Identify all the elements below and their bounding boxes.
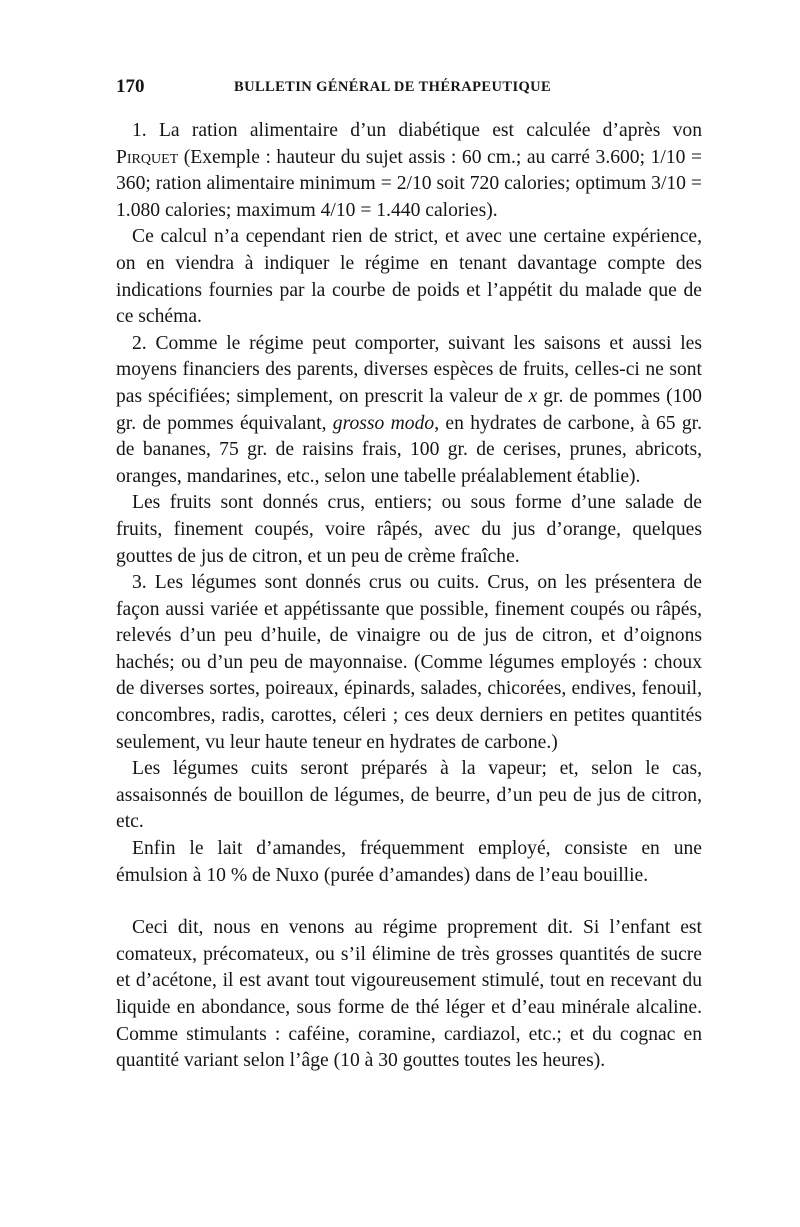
body-text (116, 118, 702, 1075)
author-name: Pirquet (116, 146, 179, 168)
paragraph-vegetables: 3. Les légumes sont donnés crus ou cuits. Crus, on les présentera de façon aussi variée et appétissante que possible, finement coupés ou râpés, relevés d’un peu d’huile, de vinaigre ou de jus de citron, et d’oignons hachés; ou d’un peu de mayonnaise. (Comme légumes employés : choux de diverses sortes, poireaux, épinards, salades, chicorées, endives, fenouil, concombres, radis, carottes, céleri ; ces deux derniers en petites quantités seulement, vu leur haute teneur en hydrates de carbone.) (116, 572, 702, 753)
paragraph-regime: Ceci dit, nous en venons au régime proprement dit. Si l’enfant est comateux, précomateux, ou s’il élimine de très grosses quantités de sucre et d’acétone, il est avant tout vigoureusement stimulé, tout en recevant du liquide en abondance, sous forme de thé léger et d’eau minérale alcaline. Comme stimulants : caféine, coramine, cardiazol, etc.; et du cognac en quantité variant selon l’âge (10 à 30 gouttes toutes les heures). (116, 917, 702, 1072)
paragraph-fruit-preparation: Les fruits sont donnés crus, entiers; ou sous forme d’une salade de fruits, finement coupés, voire râpés, avec du jus d’orange, quelques gouttes de jus de citron, et un peu de crème fraîche. (116, 492, 702, 567)
running-title: BULLETIN GÉNÉRAL DE THÉRAPEUTIQUE (234, 79, 552, 95)
variable-x: x (528, 385, 538, 407)
paragraph-fruits (116, 331, 702, 491)
paragraph-rest: , en hydrates de carbone, à 65 gr. de bananes, 75 gr. de raisins frais, 100 gr. de cerises, prunes, abricots, oranges, mandarines, etc., selon une tabelle préalablement établie). (116, 412, 702, 487)
paragraph-middle: gr. de pommes (100 gr. de pommes équivalant, (116, 385, 702, 434)
page-header (116, 76, 702, 100)
latin-phrase: grosso modo (332, 412, 435, 434)
paragraph-calculation-note: Ce calcul n’a cependant rien de strict, et avec une certaine expérience, on en viendra à indiquer le régime en tenant davantage compte des indications fournies par la courbe de poids et l’appétit du malade que de ce schéma. (116, 226, 702, 328)
paragraph-almond-milk: Enfin le lait d’amandes, fréquemment employé, consiste en une émulsion à 10 % de Nuxo (purée d’amandes) dans de l’eau bouillie. (116, 838, 702, 886)
paragraph-ration-calculation (116, 118, 702, 224)
paragraph-intro: 1. La ration alimentaire d’un diabétique est calculée d’après von (132, 120, 702, 141)
paragraph-rest: (Exemple : hauteur du sujet assis : 60 cm.; au carré 3.600; 1/10 = 360; ration alimentaire minimum = 2/10 soit 720 calories; optimum 3/10 = 1.080 calories; maximum 4/10 = 1.440 calories). (116, 146, 702, 221)
page-number: 170 (116, 76, 145, 97)
paragraph-intro: 2. Comme le régime peut comporter, suivant les saisons et aussi les moyens financiers des parents, diverses espèces de fruits, celles-ci ne sont pas spécifiées; simplement, on prescrit la valeur de (116, 332, 702, 407)
paragraph-cooked-vegetables: Les légumes cuits seront préparés à la vapeur; et, selon le cas, assaisonnés de bouillon de légumes, de beurre, d’un peu de jus de citron, etc. (116, 758, 702, 833)
